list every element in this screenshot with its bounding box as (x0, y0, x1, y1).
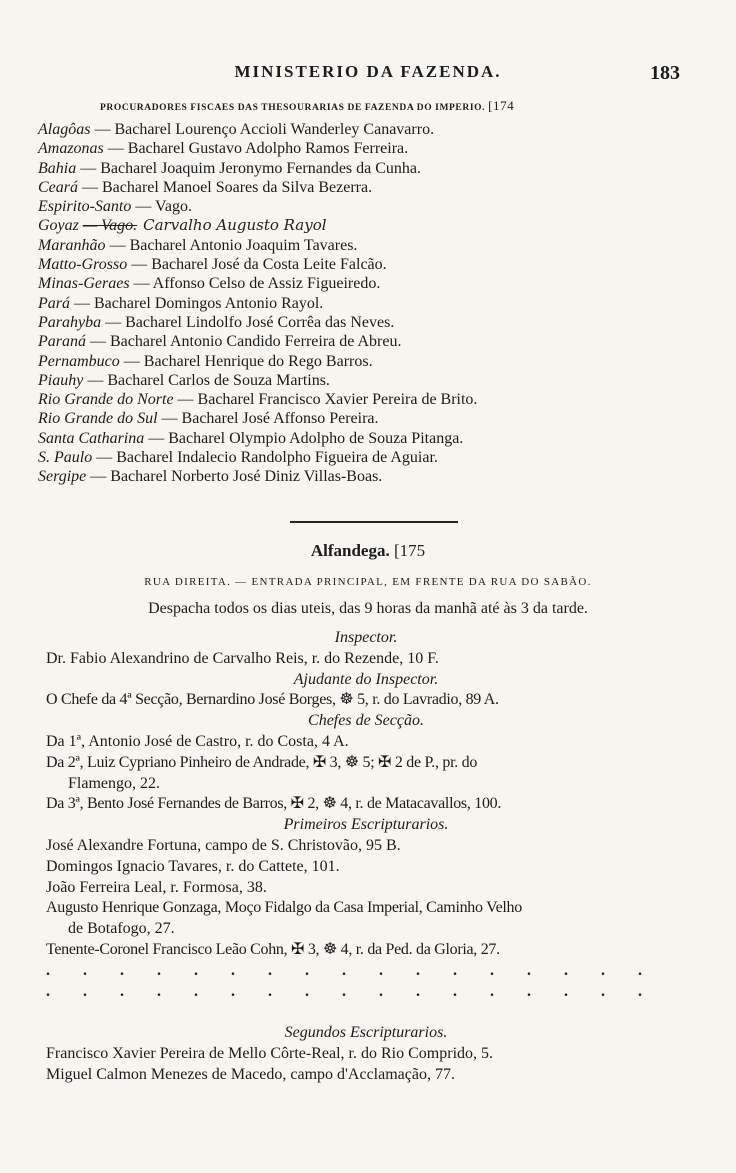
section-ref: [174 (488, 98, 515, 113)
page-title: MINISTERIO DA FAZENDA. (234, 62, 502, 81)
section-heading-text: PROCURADORES FISCAES DAS THESOURARIAS DE FAZENDA DO IMPERIO. (100, 103, 486, 113)
province-name: Sergipe (38, 468, 87, 486)
holder-name: — Vago. (135, 198, 192, 216)
alfandega-title: Alfandega. (310, 541, 390, 560)
list-item (38, 332, 708, 351)
list-item (38, 352, 708, 371)
holder-name: — Bacharel Antonio Joaquim Tavares. (109, 236, 358, 254)
staff-entry: João Ferreira Leal, r. Formosa, 38. (46, 878, 267, 896)
holder-name: — Bacharel José da Costa Leite Falcão. (131, 256, 387, 274)
province-name: Alagôas (38, 121, 91, 138)
running-header (0, 62, 736, 88)
section-heading (100, 98, 660, 114)
handwritten-annotation: Carvalho Augusto Rayol (143, 216, 327, 235)
staff-entry-continuation: Flamengo, 22. (68, 774, 160, 792)
role-heading: Segundos Escripturarios. (284, 1024, 448, 1041)
role-heading: Inspector. (334, 629, 398, 646)
list-item (38, 429, 708, 448)
alfandega-staff (46, 628, 686, 1002)
list-item (38, 236, 708, 255)
staff-entry: Da 1ª, Antonio José de Castro, r. do Costa, 4 A. (46, 732, 349, 750)
staff-entry-continuation: de Botafogo, 27. (68, 920, 175, 938)
province-name: Bahia (38, 159, 77, 177)
list-item (38, 448, 708, 467)
dot-leader-row: . . . . . . . . . . . . . . . . . (46, 982, 642, 1000)
alfandega-hours: Despacha todos os dias uteis, das 9 horas da manhã até às 3 da tarde. (148, 600, 588, 617)
list-item (38, 390, 708, 409)
list-item (38, 178, 708, 197)
province-name: Goyaz (38, 217, 79, 235)
page-number: 183 (650, 62, 680, 84)
dot-leader-row: . . . . . . . . . . . . . . . . . (46, 961, 642, 979)
staff-entry: Augusto Henrique Gonzaga, Moço Fidalgo da Casa Imperial, Caminho Velho (46, 899, 522, 917)
holder-name: — Bacharel Norberto José Diniz Villas-Boas. (90, 468, 383, 486)
list-item (38, 409, 708, 428)
holder-name: — Bacharel Antonio Candido Ferreira de Abreu. (90, 333, 402, 351)
alfandega-ref: [175 (393, 541, 426, 560)
province-name: Ceará (38, 178, 78, 196)
list-item (38, 371, 708, 390)
section-divider (290, 521, 458, 523)
alfandega-heading (0, 541, 736, 561)
holder-name: — Bacharel Lindolfo José Corrêa das Neves. (105, 313, 395, 331)
holder-name: — Affonso Celso de Assiz Figueiredo. (133, 275, 381, 293)
holder-name: — Bacharel Olympio Adolpho de Souza Pitanga. (148, 429, 464, 447)
list-item (38, 216, 708, 235)
alfandega-address: RUA DIREITA. — ENTRADA PRINCIPAL, EM FRENTE DA RUA DO SABÃO. (144, 576, 592, 588)
province-name: Rio Grande do Sul (38, 410, 158, 428)
list-item (38, 294, 708, 313)
holder-name: — Bacharel José Affonso Pereira. (161, 410, 379, 428)
role-heading: Ajudante do Inspector. (293, 670, 439, 688)
staff-entry: Tenente-Coronel Francisco Leão Cohn, ✠ 3, ☸ 4, r. da Ped. da Gloria, 27. (46, 940, 500, 958)
holder-name: — Bacharel Lourenço Accioli Wanderley Canavarro. (94, 121, 435, 138)
list-item (38, 120, 708, 139)
staff-entry: Da 3ª, Bento José Fernandes de Barros, ✠ 2, ☸ 4, r. de Matacavallos, 100. (46, 795, 502, 813)
holder-name: — Bacharel Joaquim Jeronymo Fernandes da Cunha. (80, 159, 422, 177)
list-item (38, 139, 708, 158)
staff-entry: Francisco Xavier Pereira de Mello Côrte-Real, r. do Rio Comprido, 5. (46, 1045, 494, 1062)
holder-name: — Bacharel Domingos Antonio Rayol. (74, 294, 324, 312)
province-name: Rio Grande do Norte (38, 391, 174, 409)
staff-entry: Domingos Ignacio Tavares, r. do Cattete, 101. (46, 857, 340, 875)
staff-entry: Da 2ª, Luiz Cypriano Pinheiro de Andrade, ✠ 3, ☸ 5; ✠ 2 de P., pr. do (46, 753, 478, 771)
role-heading: Chefes de Secção. (308, 712, 424, 730)
province-name: Minas-Geraes (38, 275, 130, 293)
holder-name: — Bacharel Carlos de Souza Martins. (87, 371, 330, 389)
province-name: Paraná (38, 333, 86, 351)
province-name: Maranhão (38, 236, 106, 254)
list-item (38, 274, 708, 293)
struck-holder: — Vago. (82, 217, 138, 235)
province-name: Espirito-Santo (38, 198, 132, 216)
staff-entry: O Chefe da 4ª Secção, Bernardino José Borges, ☸ 5, r. do Lavradio, 89 A. (46, 691, 499, 709)
procuradores-list (38, 120, 708, 487)
holder-name: — Bacharel Francisco Xavier Pereira de Brito. (177, 391, 478, 409)
holder-name: — Bacharel Gustavo Adolpho Ramos Ferreira. (107, 140, 409, 158)
province-name: Matto-Grosso (38, 256, 128, 274)
list-item (38, 159, 708, 178)
holder-name: — Bacharel Manoel Soares da Silva Bezerra. (82, 178, 373, 196)
province-name: Piauhy (38, 371, 84, 389)
province-name: Santa Catharina (38, 429, 145, 447)
province-name: Parahyba (38, 313, 102, 331)
role-heading: Primeiros Escripturarios. (283, 816, 449, 834)
staff-entry: Dr. Fabio Alexandrino de Carvalho Reis, r. do Rezende, 10 F. (46, 649, 439, 667)
province-name: S. Paulo (38, 449, 93, 467)
list-item (38, 255, 708, 274)
list-item (38, 467, 708, 486)
list-item (38, 313, 708, 332)
staff-entry: José Alexandre Fortuna, campo de S. Christovão, 95 B. (46, 836, 401, 854)
list-item (38, 197, 708, 216)
segundos-section (46, 1022, 686, 1085)
province-name: Pará (38, 294, 70, 312)
staff-entry: Miguel Calmon Menezes de Macedo, campo d'Acclamação, 77. (46, 1066, 455, 1083)
holder-name: — Bacharel Henrique do Rego Barros. (123, 352, 373, 370)
holder-name: — Bacharel Indalecio Randolpho Figueira de Aguiar. (96, 449, 438, 467)
province-name: Pernambuco (38, 352, 120, 370)
province-name: Amazonas (38, 140, 104, 158)
